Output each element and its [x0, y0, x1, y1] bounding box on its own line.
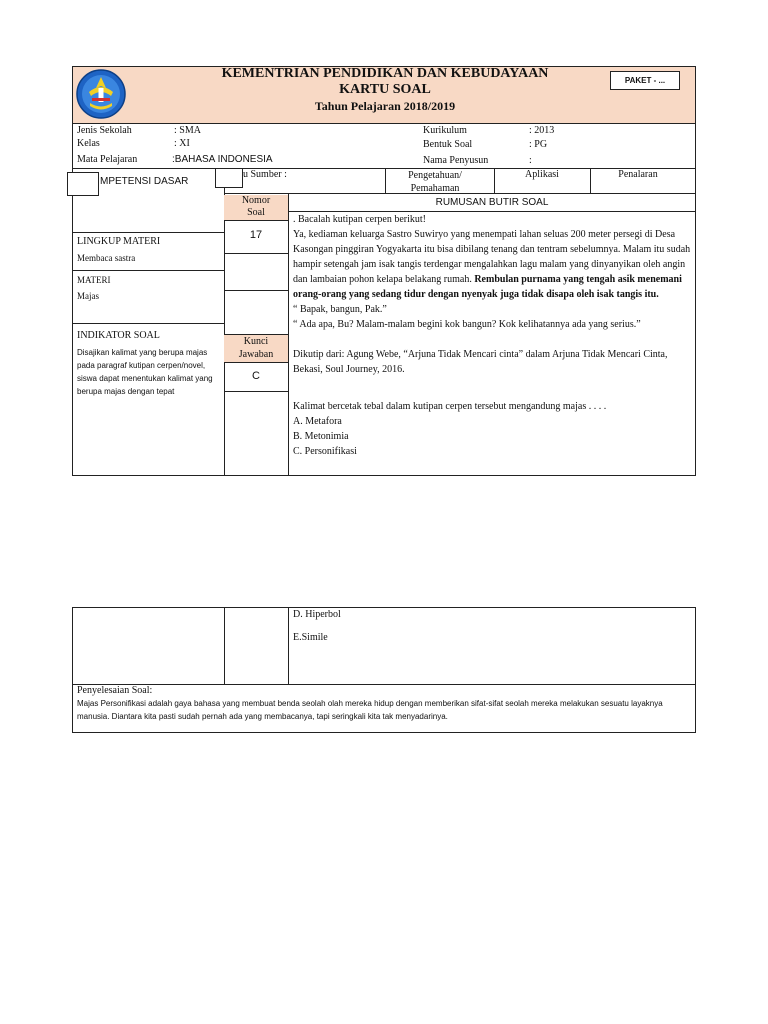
overlay-box-2	[215, 168, 243, 188]
grid-hline-mid-6	[224, 391, 288, 392]
passage-bold: Rembulan purnama yang tengah asik menemani orang-orang yang sedang tidur dengan nyenyak juga tidak disapa oleh isak tangis itu.	[293, 274, 682, 300]
passage-normal: Ya, kediaman keluarga Sastro Suwiryo yang menempati lahan seluas 200 meter persegi di Desa Kasongan pinggiran Yogyakarta itu bisa dibilang tenang dan tentram sebelumnya. Malam itu sudah hampir setengah jam isak tangis terdengar mengalahkan lagu malam yang dinyanyikan oleh angin dan lambaian pohon kelapa belakang rumah.	[293, 229, 691, 285]
materi-value: Majas	[77, 291, 99, 301]
level-aplikasi: Aplikasi	[525, 169, 559, 180]
cont-vline-2	[288, 607, 289, 684]
option-b: B. Metonimia	[293, 431, 349, 442]
paket-label: PAKET - ...	[624, 76, 666, 85]
materi-label: MATERI	[77, 275, 111, 285]
grid-hline-left-3	[72, 323, 225, 324]
jenis-sekolah-value: : SMA	[174, 125, 201, 136]
cont-hline	[72, 684, 696, 685]
grid-hline-mid-5	[224, 362, 288, 363]
bentuk-value: : PG	[529, 139, 548, 150]
grid-hline-mid-1	[224, 220, 288, 221]
year-title: Tahun Pelajaran 2018/2019	[314, 99, 456, 113]
option-e: E.Simile	[293, 632, 328, 643]
mapel-value: :BAHASA INDONESIA	[172, 154, 273, 165]
mapel-label: Mata Pelajaran	[77, 154, 138, 165]
kurikulum-label: Kurikulum	[423, 125, 467, 136]
nomor-soal-label: Nomor Soal	[224, 195, 288, 220]
card-title: KARTU SOAL	[339, 82, 431, 97]
grid-hline-mid-3	[224, 290, 288, 291]
grid-hline-mid-2	[224, 253, 288, 254]
question-stem: Kalimat bercetak tebal dalam kutipan cerpen tersebut mengandung majas . . . .	[293, 401, 607, 412]
question-passage	[293, 227, 693, 302]
solution-label: Penyelesaian Soal:	[77, 685, 153, 696]
penyusun-value: :	[529, 155, 532, 166]
lingkup-value: Membaca sastra	[77, 253, 136, 263]
kunci-jawaban-label: Kunci Jawaban	[224, 335, 288, 362]
kelas-value: : XI	[174, 138, 190, 149]
passage-source: Dikutip dari: Agung Webe, “Arjuna Tidak Mencari cinta” dalam Arjuna Tidak Mencari Cinta, Bekasi, Soul Journey, 2016.	[293, 349, 668, 375]
bentuk-label: Bentuk Soal	[423, 139, 473, 150]
grid-hline-left-1	[72, 232, 225, 233]
kurikulum-value: : 2013	[529, 125, 555, 136]
tut-wuri-handayani-logo	[75, 68, 127, 120]
grid-vline-3	[385, 168, 386, 193]
indikator-value: Disajikan kalimat yang berupa majas pada paragraf kutipan cerpen/novel, siswa dapat menentukan kalimat yang berupa majas dengan tepat	[77, 348, 213, 396]
dialog-line-1: “ Bapak, bangun, Pak.”	[293, 304, 387, 315]
overlay-box-1	[67, 172, 99, 196]
kelas-label: Kelas	[77, 138, 100, 149]
meta-block	[72, 123, 696, 169]
ministry-title: KEMENTRIAN PENDIDIKAN DAN KEBUDAYAAN	[221, 66, 549, 81]
question-body	[293, 212, 693, 459]
option-d: D. Hiperbol	[293, 609, 341, 620]
level-penalaran: Penalaran	[618, 169, 658, 180]
question-intro: . Bacalah kutipan cerpen berikut!	[293, 214, 426, 225]
jenis-sekolah-label: Jenis Sekolah	[77, 125, 132, 136]
indikator-label: INDIKATOR SOAL	[77, 330, 160, 341]
level-pengetahuan: Pengetahuan/ Pemahaman	[408, 170, 462, 194]
cont-vline-1	[224, 607, 225, 684]
grid-hline-left-2	[72, 270, 225, 271]
grid-vline-2	[288, 193, 289, 476]
rumusan-heading: RUMUSAN BUTIR SOAL	[435, 197, 549, 208]
kompetensi-label: MPETENSI DASAR	[100, 176, 189, 187]
dialog-line-2: “ Ada apa, Bu? Malam-malam begini kok bangun? Kok kelihatannya ada yang serius.”	[293, 319, 641, 330]
penyusun-label: Nama Penyusun	[423, 155, 489, 166]
buku-sumber-label: u Sumber :	[243, 169, 287, 180]
kunci-jawaban-value: C	[252, 370, 260, 382]
solution-text: Majas Personifikasi adalah gaya bahasa yang membuat benda seolah olah mereka hidup dengan memberikan sifat-sifat seolah mereka melakukan sesuatu layaknya manusia. Diantara kita pasti sudah pernah ada yang membacanya, tapi seringkali kita tak menyadarinya.	[77, 699, 663, 721]
nomor-soal-value: 17	[249, 229, 263, 241]
lingkup-label: LINGKUP MATERI	[77, 236, 161, 247]
paket-box	[610, 71, 680, 90]
option-a: A. Metafora	[293, 416, 342, 427]
option-c: C. Personifikasi	[293, 446, 357, 457]
